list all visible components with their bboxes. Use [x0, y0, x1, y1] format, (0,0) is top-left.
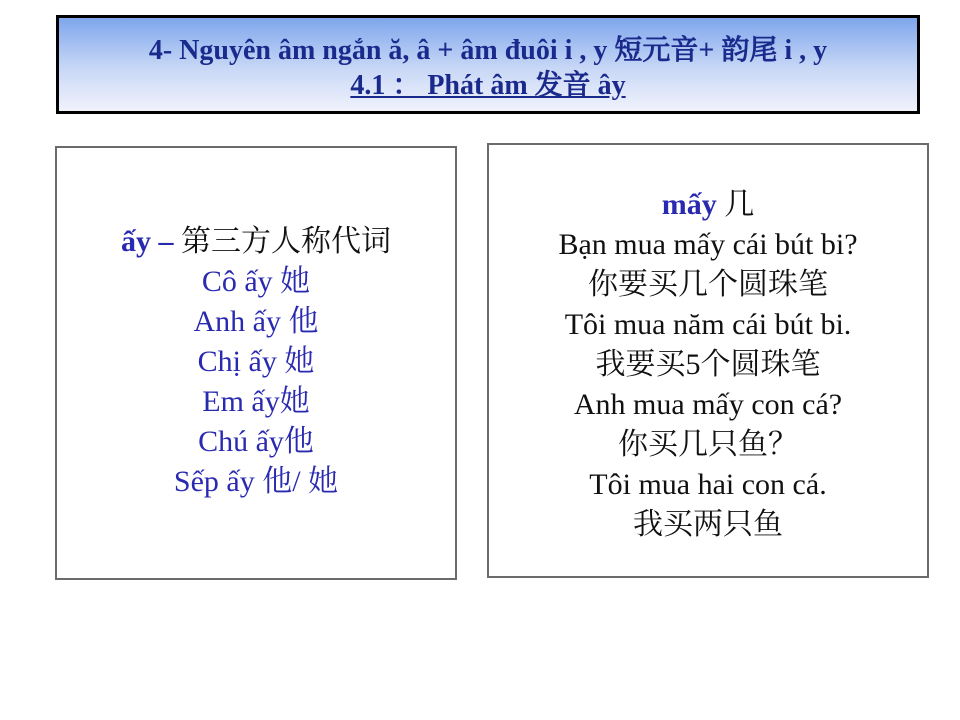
right-panel-line: Tôi mua năm cái bút bi.	[564, 308, 852, 341]
right-panel-lines	[489, 185, 927, 545]
left-vocabulary-panel	[55, 146, 457, 580]
left-panel-lines	[57, 222, 455, 502]
right-panel-line: Anh mua mấy con cá?	[573, 388, 843, 421]
left-panel-line: Em ấy她	[202, 385, 310, 418]
right-panel-line: Bạn mua mấy cái bút bi?	[558, 228, 858, 261]
left-panel-line: Chị ấy 她	[197, 345, 315, 378]
heading-word: ấy	[121, 225, 151, 258]
right-panel-line: 我买两只鱼	[633, 508, 783, 541]
right-panel-line: 你要买几个圆珠笔	[588, 268, 828, 301]
slide-title: 4- Nguyên âm ngắn ă, â + âm đuôi i , y 短元音+ 韵尾 i , y	[148, 35, 828, 66]
left-panel-heading	[57, 222, 455, 262]
left-panel-line: Anh ấy 他	[193, 305, 319, 338]
slide-subtitle: 4.1 ： Phát âm 发音 ây	[350, 70, 626, 101]
left-panel-line: Chú ấy他	[198, 425, 314, 458]
right-panel-line: 我要买5个圆珠笔	[595, 348, 821, 381]
left-panel-line: Sếp ấy 他/ 她	[173, 465, 339, 498]
slide-title-box	[56, 15, 920, 114]
heading-dash: –	[151, 225, 181, 258]
right-example-panel	[487, 143, 929, 578]
heading-word: mấy	[661, 188, 717, 221]
right-panel-line: 你买几只鱼？	[618, 428, 798, 461]
heading-meaning: 几	[716, 188, 755, 221]
right-panel-line: Tôi mua hai con cá.	[589, 468, 827, 501]
heading-meaning: 第三方人称代词	[181, 225, 391, 258]
left-panel-line: Cô ấy 她	[201, 265, 311, 298]
right-panel-heading	[489, 185, 927, 225]
